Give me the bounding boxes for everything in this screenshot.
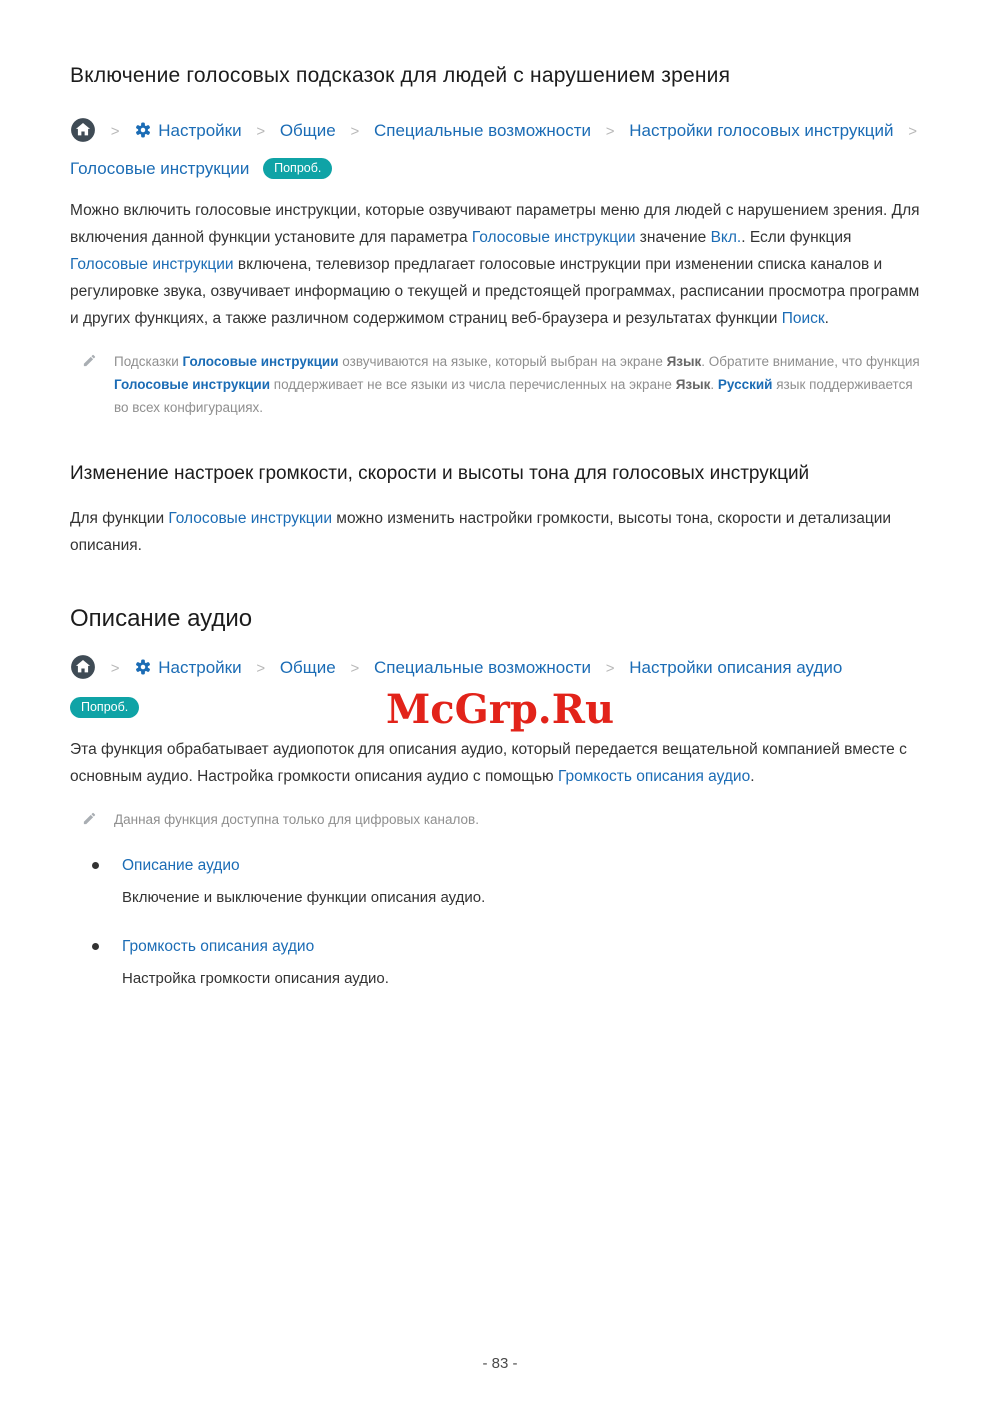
breadcrumb-item-general[interactable]: Общие <box>279 658 336 677</box>
inline-reference-link[interactable]: Голосовые инструкции <box>182 354 339 369</box>
text-segment: Можно включить голосовые инструкции, которые озвучивают параметры меню для людей с нарушением зрения. Для включения данной функции установите для параметра <box>70 202 920 246</box>
audio-description-options-list <box>70 857 930 991</box>
home-icon[interactable] <box>70 658 96 677</box>
gear-icon <box>134 121 152 140</box>
voice-guide-volume-paragraph <box>70 505 930 559</box>
audio-description-paragraph <box>70 736 930 790</box>
text-segment: Эта функция обрабатывает аудиопоток для описания аудио, который передается вещательной компанией вместе с основным аудио. Настройка громкости описания аудио с помощью <box>70 741 907 785</box>
inline-bold-term: Язык <box>675 377 711 392</box>
breadcrumb-item-label: Настройки <box>158 658 242 677</box>
chevron-separator: > <box>110 123 120 140</box>
note-text <box>114 350 930 419</box>
text-segment: . Обратите внимание, что функция <box>701 354 920 369</box>
inline-reference-link[interactable]: Голосовые инструкции <box>471 229 636 246</box>
breadcrumb-item-accessibility[interactable]: Специальные возможности <box>373 121 592 140</box>
text-segment: . Если функция <box>741 229 852 246</box>
text-segment: Данная функция доступна только для цифровых каналов. <box>114 812 479 827</box>
try-now-badge[interactable]: Попроб. <box>263 158 332 179</box>
home-icon[interactable] <box>70 121 96 140</box>
breadcrumb-audio-description <box>70 649 930 687</box>
try-now-badge[interactable]: Попроб. <box>70 697 139 718</box>
chevron-separator: > <box>350 123 360 140</box>
breadcrumb-voice-guide <box>70 112 930 187</box>
pencil-icon <box>82 350 114 419</box>
pencil-icon <box>82 808 114 831</box>
text-segment: язык поддерживается во всех конфигурациях. <box>114 377 913 415</box>
breadcrumb-item-settings[interactable] <box>134 658 241 677</box>
note-text <box>114 808 479 831</box>
chevron-separator: > <box>256 123 266 140</box>
section-title-voice-guide: Включение голосовых подсказок для людей с нарушением зрения <box>70 64 731 87</box>
text-segment: . <box>710 377 718 392</box>
option-description: Настройка громкости описания аудио. <box>122 970 389 987</box>
breadcrumb-item-label: Настройки <box>158 121 242 140</box>
text-segment: значение <box>635 229 711 246</box>
breadcrumb-item-voice-guide[interactable]: Голосовые инструкции <box>70 159 250 178</box>
inline-bold-term: Язык <box>666 354 702 369</box>
text-segment: Для функции <box>70 510 169 527</box>
gear-icon <box>134 658 152 677</box>
note-digital-channels <box>82 808 930 831</box>
option-description: Включение и выключение функции описания аудио. <box>122 889 486 906</box>
text-segment: включена, телевизор предлагает голосовые инструкции при изменении списка каналов и регулировке звука, озвучивает информацию о текущей и предстоящей программах, расписании просмотра программ и других функциях, а также различном содержимом страниц веб-браузера и результатах функции <box>70 256 920 327</box>
text-segment: озвучиваются на языке, который выбран на экране <box>338 354 667 369</box>
bullet-icon <box>92 943 99 950</box>
chevron-separator: > <box>605 123 615 140</box>
section-title-audio-description: Описание аудио <box>70 605 253 632</box>
inline-reference-link[interactable]: Поиск <box>781 310 825 327</box>
chevron-separator: > <box>605 660 615 677</box>
list-item-audio-description <box>92 857 930 910</box>
bullet-icon <box>92 862 99 869</box>
option-label[interactable]: Описание аудио <box>122 857 240 874</box>
inline-reference-link[interactable]: Русский <box>717 377 773 392</box>
breadcrumb-item-settings[interactable] <box>134 121 241 140</box>
chevron-separator: > <box>350 660 360 677</box>
text-segment: поддерживает не все языки из числа перечисленных на экране <box>270 377 676 392</box>
inline-reference-link[interactable]: Вкл. <box>710 229 742 246</box>
text-segment: . <box>750 768 755 785</box>
site-watermark: McGrp.Ru <box>385 686 615 733</box>
text-segment: . <box>824 310 829 327</box>
voice-guide-paragraph <box>70 197 930 332</box>
option-label[interactable]: Громкость описания аудио <box>122 938 315 955</box>
note-voice-guide-language <box>82 350 930 419</box>
list-item-audio-description-volume <box>92 938 930 991</box>
inline-reference-link[interactable]: Голосовые инструкции <box>70 256 234 273</box>
section-title-voice-guide-volume: Изменение настроек громкости, скорости и высоты тона для голосовых инструкций <box>70 463 810 484</box>
page-number: - 83 - <box>482 1355 518 1372</box>
breadcrumb-item-audio-description-settings[interactable]: Настройки описания аудио <box>629 658 843 677</box>
chevron-separator: > <box>256 660 266 677</box>
chevron-separator: > <box>908 123 918 140</box>
chevron-separator: > <box>110 660 120 677</box>
breadcrumb-item-accessibility[interactable]: Специальные возможности <box>373 658 592 677</box>
breadcrumb-item-voice-guide-settings[interactable]: Настройки голосовых инструкций <box>629 121 894 140</box>
inline-reference-link[interactable]: Голосовые инструкции <box>168 510 332 527</box>
breadcrumb-item-general[interactable]: Общие <box>279 121 336 140</box>
text-segment: Подсказки <box>114 354 183 369</box>
inline-reference-link[interactable]: Голосовые инструкции <box>114 377 271 392</box>
inline-reference-link[interactable]: Громкость описания аудио <box>558 768 751 785</box>
text-segment: можно изменить настройки громкости, высоты тона, скорости и детализации описания. <box>70 510 892 554</box>
